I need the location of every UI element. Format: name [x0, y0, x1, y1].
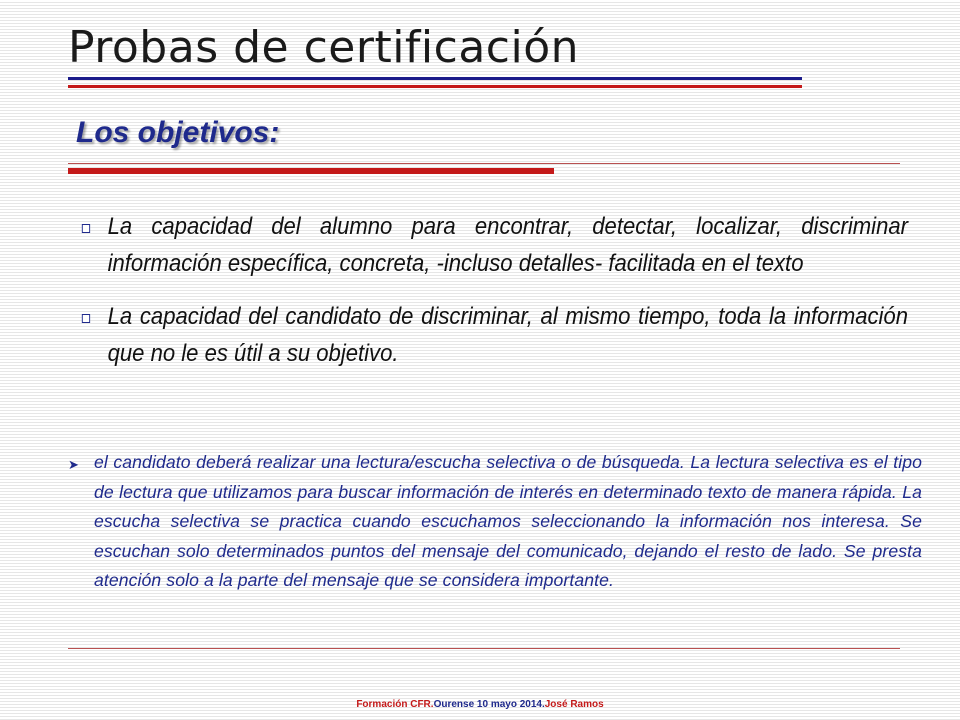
title-underline-blue: [68, 77, 802, 80]
title-underline-red: [68, 85, 802, 88]
objective-text: La capacidad del alumno para encontrar, detectar, localizar, discriminar información específica, concreta, -incluso detalles- facilitada en el texto: [107, 213, 909, 277]
square-outline-icon: [82, 224, 90, 233]
divider-top: [68, 163, 900, 164]
note-list: [66, 448, 922, 596]
subtitle-accent-bar: [68, 168, 554, 174]
footer-author: José Ramos: [544, 699, 604, 710]
note-text: el candidato deberá realizar una lectura/escucha selectiva o de búsqueda. La lectura selectiva es el tipo de lectura que utilizamos para buscar información de interés en determinado texto de manera rápida. La escucha selectiva se practica cuando escuchamos seleccionando la información nos interesa. Se escuchan solo determinados puntos del mensaje del comunicado, dejando el resto de lado. Se presta atención solo a la parte del mensaje que se considera importante.: [94, 452, 922, 591]
arrowhead-right-icon: ➤: [68, 457, 79, 472]
square-outline-icon: [82, 314, 90, 323]
footer-place-date: Ourense 10 mayo 2014.: [433, 699, 545, 710]
objectives-list: [80, 208, 909, 388]
section-subtitle: Los objetivos:: [76, 116, 280, 149]
divider-bottom: [68, 648, 900, 649]
objective-item: [80, 298, 908, 372]
note-item: [66, 448, 922, 596]
slide-title: Probas de certificación: [68, 22, 580, 73]
footer: [0, 699, 960, 710]
objective-item: [80, 208, 908, 282]
objective-text: La capacidad del candidato de discriminar, al mismo tiempo, toda la información que no le es útil a su objetivo.: [107, 303, 909, 367]
footer-org: Formación CFR.: [356, 699, 434, 710]
